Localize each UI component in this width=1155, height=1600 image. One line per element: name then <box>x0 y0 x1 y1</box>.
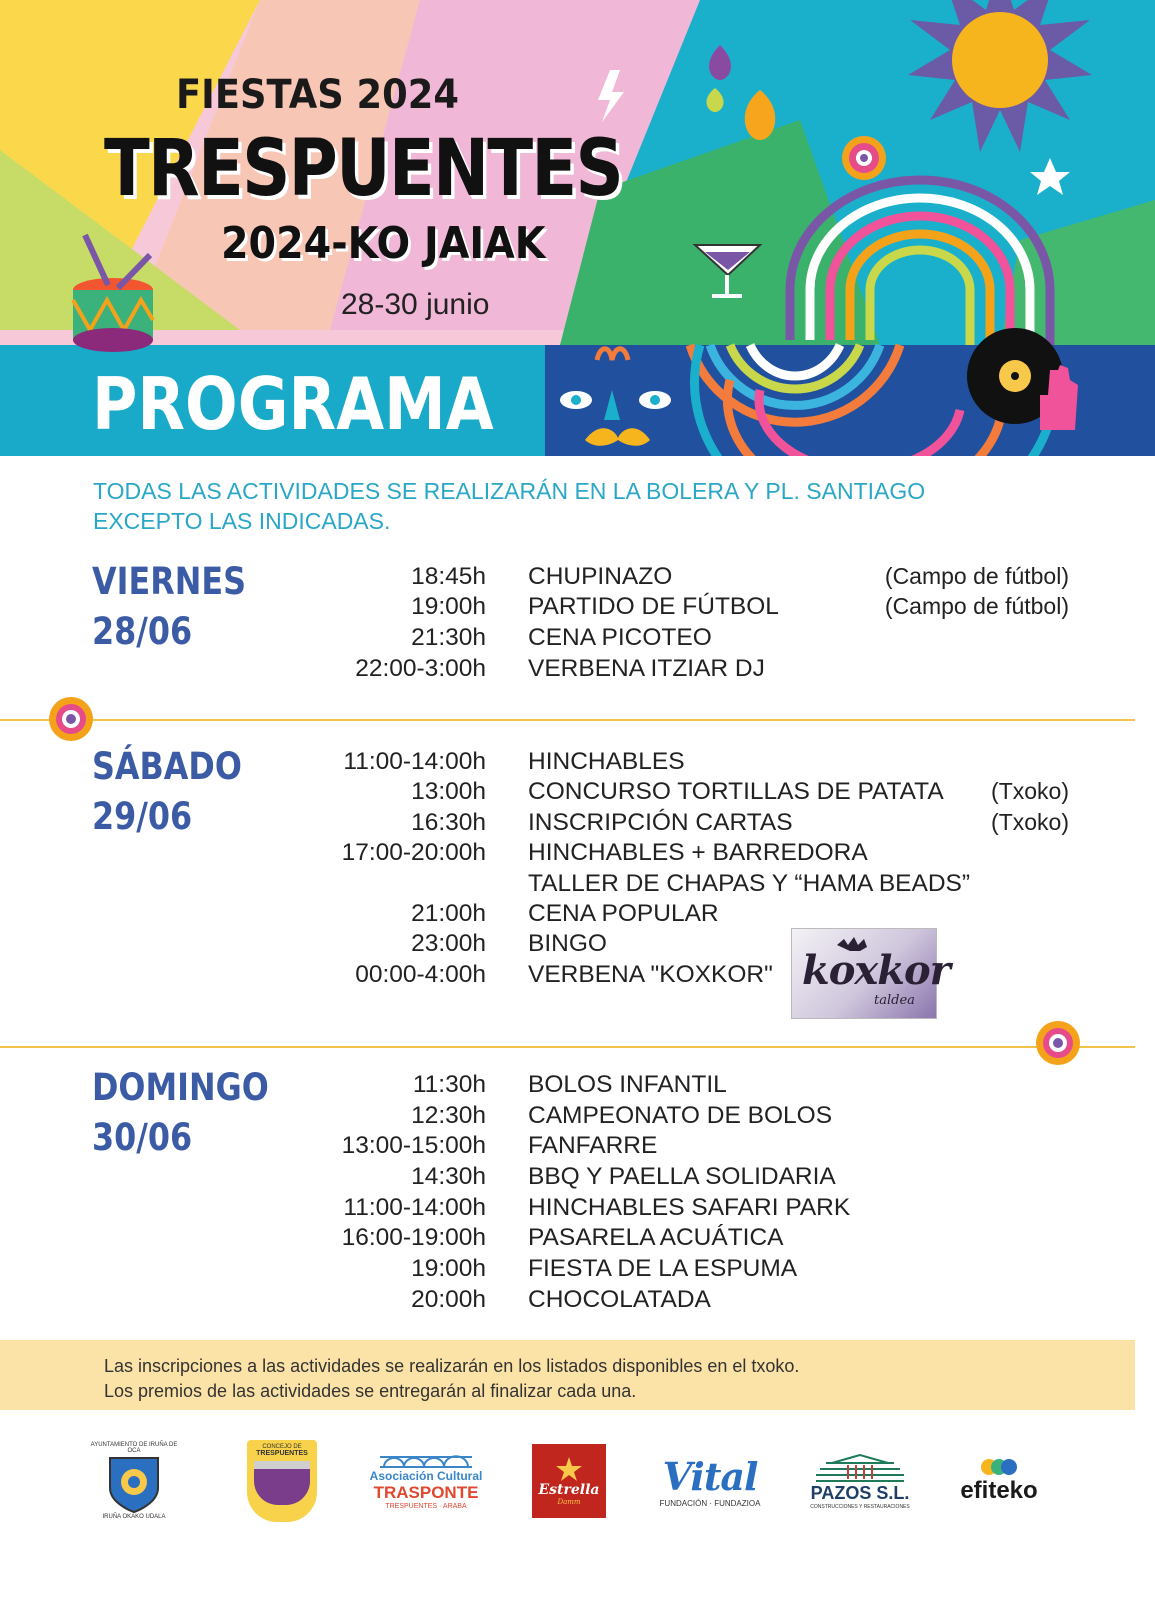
event-activity: PARTIDO DE FÚTBOL <box>528 593 779 620</box>
star-icon <box>555 1456 583 1482</box>
event-activity: FANFARRE <box>528 1132 658 1159</box>
bridge-icon <box>376 1453 476 1469</box>
section-divider <box>0 1046 1135 1048</box>
event-time: 20:00h <box>411 1286 486 1313</box>
event-time: 16:00-19:00h <box>341 1224 486 1251</box>
jaiak-title: 2024-KO JAIAK <box>221 218 546 269</box>
day-date: 28/06 <box>92 610 193 653</box>
building-icon <box>812 1453 908 1483</box>
target-dot-icon <box>1035 1020 1081 1066</box>
intro-line-1: TODAS LAS ACTIVIDADES SE REALIZARÁN EN LA BOLERA Y PL. SANTIAGO <box>93 478 926 504</box>
event-activity: HINCHABLES SAFARI PARK <box>528 1194 851 1221</box>
sponsor-ayto-top: AYUNTAMIENTO DE IRUÑA DE OCA <box>90 1442 178 1454</box>
schedule-row <box>0 1071 1155 1102</box>
event-activity: INSCRIPCIÓN CARTAS <box>528 809 793 836</box>
event-location: (Txoko) <box>991 809 1069 835</box>
event-time: 11:30h <box>412 1071 486 1098</box>
day-name: DOMINGO <box>92 1066 269 1109</box>
koxkor-logo-sub: taldea <box>874 993 915 1008</box>
event-activity: BBQ Y PAELLA SOLIDARIA <box>528 1163 836 1190</box>
schedule-row <box>0 1286 1155 1317</box>
asoc-line-2: TRASPONTE <box>373 1482 479 1502</box>
event-location: (Campo de fútbol) <box>884 563 1069 589</box>
efiteko-name: efiteko <box>960 1477 1038 1504</box>
programa-heading: PROGRAMA <box>92 362 494 446</box>
event-location: (Campo de fútbol) <box>884 593 1069 619</box>
estrella-sub: Damm <box>557 1498 581 1506</box>
concejo-top-text: CONCEJO DE <box>262 1444 302 1450</box>
schedule-row <box>0 624 1155 655</box>
target-dot-icon <box>48 696 94 742</box>
intro-text <box>93 476 993 536</box>
koxkor-band-logo <box>791 928 950 1019</box>
day-name: VIERNES <box>92 560 246 603</box>
event-activity: TALLER DE CHAPAS Y “HAMA BEADS” <box>528 870 971 897</box>
schedule-row <box>0 930 1155 961</box>
schedule-row <box>0 809 1155 840</box>
sponsor-efiteko <box>944 1436 1054 1526</box>
event-time: 13:00-15:00h <box>341 1132 486 1159</box>
event-time: 16:30h <box>411 809 486 836</box>
event-time: 21:00h <box>411 900 486 927</box>
pazos-name: PAZOS S.L. <box>810 1482 910 1503</box>
event-time: 12:30h <box>411 1102 486 1129</box>
fiestas-title: FIESTAS 2024 <box>176 72 459 118</box>
event-activity: PASARELA ACUÁTICA <box>528 1224 784 1251</box>
event-time: 19:00h <box>411 1255 486 1282</box>
sponsor-concejo <box>244 1436 320 1526</box>
concejo-name: TRESPUENTES <box>256 1450 308 1457</box>
town-title: TRESPUENTES <box>104 124 623 214</box>
schedule-row <box>0 1132 1155 1163</box>
event-time: 11:00-14:00h <box>343 748 486 775</box>
event-activity: BOLOS INFANTIL <box>528 1071 727 1098</box>
sponsor-estrella <box>532 1436 606 1526</box>
event-activity: CHOCOLATADA <box>528 1286 711 1313</box>
event-time: 22:00-3:00h <box>355 655 486 682</box>
pazos-sub: CONSTRUCCIONES Y RESTAURACIONES <box>810 1503 910 1510</box>
day-name: SÁBADO <box>92 745 242 788</box>
header-banner <box>0 0 1155 456</box>
event-activity: HINCHABLES <box>528 748 685 775</box>
estrella-logo <box>532 1444 606 1518</box>
estrella-text: Estrella <box>538 1482 600 1498</box>
sponsor-vital <box>650 1436 770 1526</box>
event-activity: CHUPINAZO <box>528 563 673 590</box>
event-time: 14:30h <box>411 1163 486 1190</box>
event-time: 00:00-4:00h <box>355 961 486 988</box>
event-activity: VERBENA ITZIAR DJ <box>528 655 765 682</box>
day-date: 29/06 <box>92 795 193 838</box>
sponsor-ayuntamiento <box>86 1436 182 1526</box>
schedule-row <box>0 1163 1155 1194</box>
asoc-line-1: Asociación Cultural <box>369 1468 483 1483</box>
coat-of-arms-icon <box>106 1454 162 1514</box>
event-activity: VERBENA "KOXKOR" <box>528 961 773 988</box>
asoc-line-3: TRESPUENTES · ARABA <box>385 1502 467 1510</box>
footnote-box <box>0 1340 1135 1410</box>
sponsor-pazos <box>800 1436 920 1526</box>
event-time: 18:45h <box>411 563 486 590</box>
event-time: 23:00h <box>411 930 486 957</box>
footnote-line-2: Los premios de las actividades se entregarán al finalizar cada una. <box>104 1381 637 1401</box>
schedule-row <box>0 870 1155 901</box>
event-activity: HINCHABLES + BARREDORA <box>528 839 868 866</box>
event-time: 17:00-20:00h <box>341 839 486 866</box>
event-time: 11:00-14:00h <box>343 1194 486 1221</box>
schedule-row <box>0 839 1155 870</box>
sponsor-ayto-bottom: IRUÑA OKAKO UDALA <box>102 1514 166 1520</box>
efiteko-icon <box>981 1457 1017 1477</box>
koxkor-logo-text: koxkor <box>802 947 950 994</box>
schedule-row <box>0 1102 1155 1133</box>
vital-logo-text: Vital <box>662 1454 758 1499</box>
schedule-row <box>0 961 1155 992</box>
section-divider <box>0 719 1135 721</box>
concejo-shield-icon <box>247 1440 317 1522</box>
event-activity: CENA POPULAR <box>528 900 719 927</box>
event-activity: BINGO <box>528 930 607 957</box>
schedule-row <box>0 778 1155 809</box>
festival-dates: 28-30 junio <box>341 288 490 321</box>
intro-line-2: EXCEPTO LAS INDICADAS. <box>93 508 391 534</box>
event-activity: CONCURSO TORTILLAS DE PATATA <box>528 778 944 805</box>
event-activity: CENA PICOTEO <box>528 624 712 651</box>
vital-sub: FUNDACIÓN · FUNDAZIOA <box>659 1499 761 1508</box>
day-date: 30/06 <box>92 1116 193 1159</box>
schedule-row <box>0 1194 1155 1225</box>
event-time: 13:00h <box>411 778 486 805</box>
schedule-row <box>0 593 1155 624</box>
sponsor-asociacion <box>366 1436 486 1526</box>
footnote-line-1: Las inscripciones a las actividades se realizarán en los listados disponibles en el txoko. <box>104 1356 800 1376</box>
event-activity: FIESTA DE LA ESPUMA <box>528 1255 798 1282</box>
event-location: (Txoko) <box>991 778 1069 804</box>
event-activity: CAMPEONATO DE BOLOS <box>528 1102 833 1129</box>
event-time: 19:00h <box>411 593 486 620</box>
schedule-row <box>0 900 1155 931</box>
schedule-row <box>0 1255 1155 1286</box>
schedule-row <box>0 1224 1155 1255</box>
schedule-row <box>0 655 1155 686</box>
schedule-row <box>0 748 1155 779</box>
event-time: 21:30h <box>411 624 486 651</box>
schedule-row <box>0 563 1155 594</box>
target-icon <box>842 136 886 180</box>
